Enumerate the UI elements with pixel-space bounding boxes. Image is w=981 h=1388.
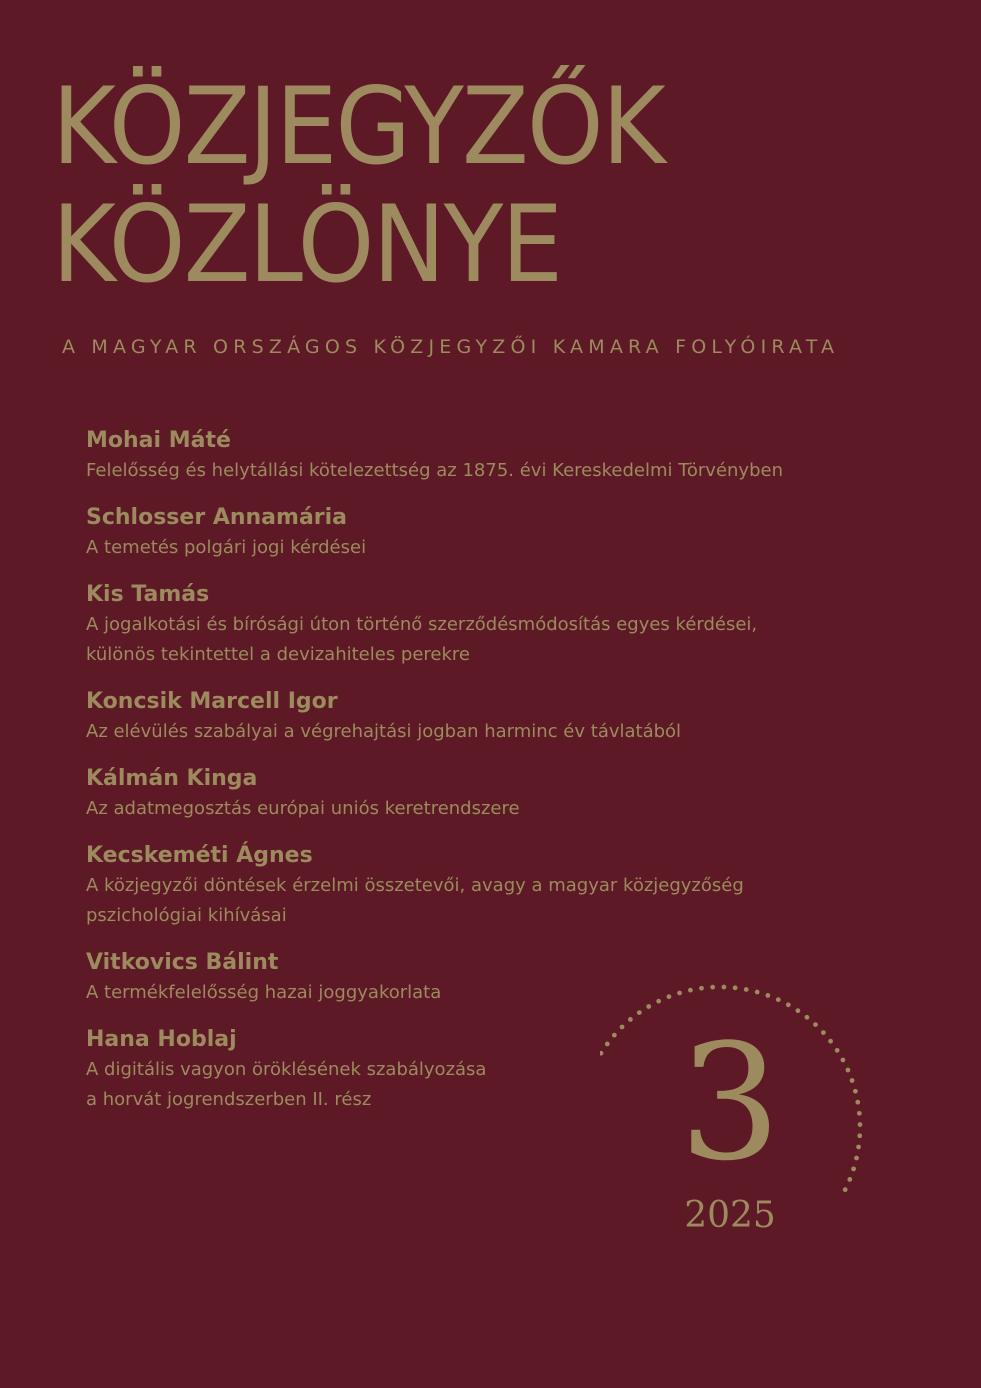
ornament-dot [851, 1166, 856, 1171]
ornament-dot [828, 1039, 833, 1044]
ornament-dot [855, 1100, 860, 1105]
ornament-dot [841, 1058, 846, 1063]
ornament-dot [846, 1068, 851, 1073]
article-author: Hana Hoblaj [86, 1027, 237, 1052]
article-title: Az adatmegosztás európai uniós keretrendszere [86, 798, 520, 819]
article-title: Az elévülés szabályai a végrehajtási jogban harminc év távlatából [86, 721, 682, 742]
ornament-dot [857, 1133, 862, 1138]
journal-title-line-2: KÖZLÖNYE [52, 183, 562, 306]
article-author: Kecskeméti Ágnes [86, 843, 313, 868]
journal-subtitle: A MAGYAR ORSZÁGOS KÖZJEGYZŐI KAMARA FOLYÓIRATA [62, 336, 840, 358]
article-author: Koncsik Marcell Igor [86, 689, 338, 714]
ornament-dot [835, 1048, 840, 1053]
ornament-dot [847, 1177, 852, 1182]
ornament-dot [853, 1089, 858, 1094]
article-title: Felelősség és helytállási kötelezettség az 1875. évi Kereskedelmi Törvényben [86, 460, 783, 481]
article-author: Schlosser Annamária [86, 505, 348, 530]
journal-masthead [52, 65, 952, 306]
ornament-dot [605, 1042, 610, 1047]
ornament-dot [656, 999, 661, 1004]
article-title: A jogalkotási és bírósági úton történő szerződésmódosítás egyes kérdései, különös tekintettel a devizahiteles perekre [86, 614, 758, 665]
article-entry [86, 580, 866, 670]
article-entry [86, 426, 866, 486]
ornament-dot [722, 985, 727, 990]
issue-number: 3 [679, 1009, 781, 1196]
ornament-dot [821, 1030, 826, 1035]
ornament-dot [699, 986, 704, 991]
ornament-dot [857, 1111, 862, 1116]
ornament-dot [786, 1002, 791, 1007]
article-author: Kálmán Kinga [86, 766, 258, 791]
ornament-dot [710, 985, 715, 990]
ornament-dot [776, 997, 781, 1002]
ornament-dot [620, 1025, 625, 1030]
article-title: A temetés polgári jogi kérdései [86, 537, 367, 558]
ornament-dot [843, 1187, 848, 1192]
ornament-dot [677, 991, 682, 996]
ornament-dot [600, 1051, 603, 1056]
ornament-dot [628, 1017, 633, 1022]
article-author: Mohai Máté [86, 428, 231, 453]
issue-badge [600, 980, 865, 1274]
article-title: A közjegyzői döntések érzelmi összetevői, avagy a magyar közjegyzőség pszichológiai kihívásai [86, 875, 744, 926]
ornament-dot [744, 987, 749, 992]
ornament-dot [850, 1078, 855, 1083]
ornament-dot [755, 990, 760, 995]
article-author: Kis Tamás [86, 582, 210, 607]
article-title: A termékfelelősség hazai joggyakorlata [86, 982, 442, 1003]
article-entry [86, 687, 866, 747]
ornament-dot [765, 993, 770, 998]
ornament-dot [733, 985, 738, 990]
ornament-dot [856, 1145, 861, 1150]
issue-year: 2025 [684, 1195, 776, 1236]
article-entry [86, 841, 866, 931]
article-author: Vitkovics Bálint [86, 950, 279, 975]
article-entry [86, 764, 866, 824]
article-entry [86, 503, 866, 563]
ornament-dot [688, 988, 693, 993]
article-title: A digitális vagyon öröklésének szabályozása a horvát jogrendszerben II. rész [86, 1059, 487, 1110]
ornament-dot [854, 1156, 859, 1161]
ornament-dot [667, 994, 672, 999]
journal-title-line-1: KÖZJEGYZŐK [52, 65, 664, 188]
ornament-dot [858, 1122, 863, 1127]
ornament-dot [612, 1033, 617, 1038]
